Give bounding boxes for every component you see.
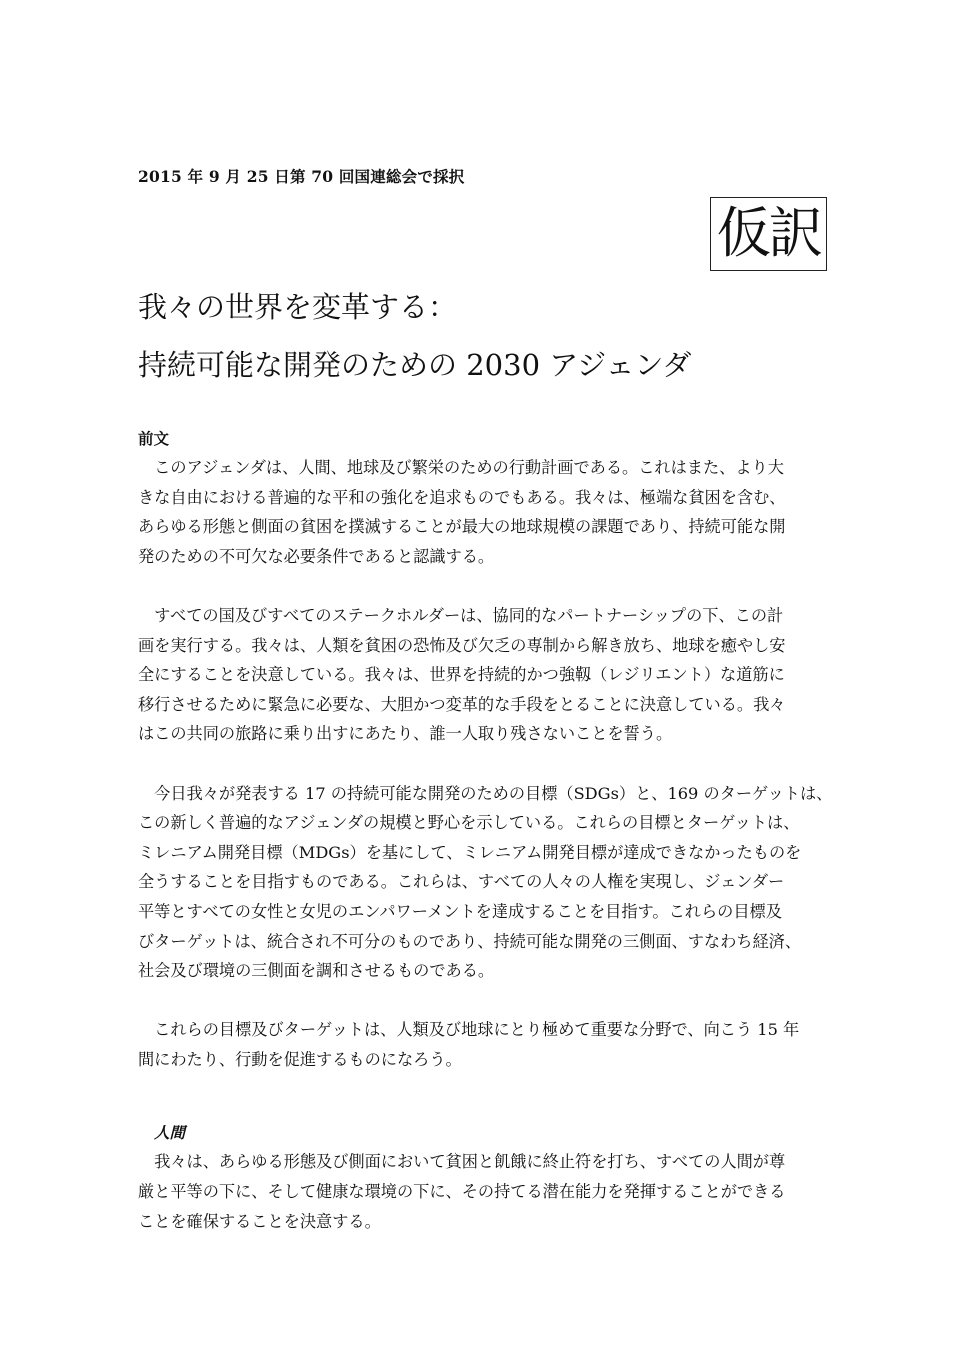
preamble-heading: 前文	[138, 429, 170, 448]
provisional-translation-stamp: 仮訳	[710, 197, 827, 271]
text-line: きな自由における普遍的な平和の強化を追求ものでもある。我々は、極端な貧困を含む、	[138, 487, 786, 507]
title-line-2: 持続可能な開発のための 2030 アジェンダ	[138, 348, 692, 382]
paragraph-2	[138, 601, 830, 749]
title-line-1: 我々の世界を変革する：	[138, 290, 458, 324]
text-line: これらの目標及びターゲットは、人類及び地球にとり極めて重要な分野で、向こう 15 年	[138, 1020, 800, 1040]
text-line: 移行させるために緊急に必要な、大胆かつ変革的な手段をとることに決意している。我々	[138, 694, 786, 714]
text-line: 今日我々が発表する 17 の持続可能な開発のための目標（SDGs）と、169 のターゲットは、	[138, 783, 833, 803]
text-line: この新しく普遍的なアジェンダの規模と野心を示している。これらの目標とターゲットは、	[138, 813, 800, 833]
text-line: このアジェンダは、人間、地球及び繁栄のための行動計画である。これはまた、より大	[138, 458, 784, 477]
text-line: 平等とすべての女性と女児のエンパワーメントを達成することを目指す。これらの目標及	[138, 901, 782, 921]
text-line: はこの共同の旅路に乗り出すにあたり、誰一人取り残さないことを誓う。	[138, 724, 673, 744]
text-line: 発のための不可欠な必要条件であると認識する。	[138, 546, 495, 566]
adoption-date-line: 2015 年 9 月 25 日第 70 回国連総会で採択	[138, 167, 465, 186]
people-heading: 人間	[154, 1123, 186, 1143]
paragraph-1	[138, 453, 830, 571]
paragraph-3	[138, 779, 833, 986]
text-line: ことを確保することを決意する。	[138, 1211, 381, 1231]
text-line: 全にすることを決意している。我々は、世界を持続的かつ強靱（レジリエント）な道筋に	[138, 665, 785, 685]
text-line: あらゆる形態と側面の貧困を撲滅することが最大の地球規模の課題であり、持続可能な開	[138, 517, 786, 537]
people-paragraph	[138, 1147, 830, 1236]
text-line: びターゲットは、統合され不可分のものであり、持続可能な開発の三側面、すなわち経済、	[138, 931, 802, 951]
text-line: 画を実行する。我々は、人類を貧困の恐怖及び欠乏の専制から解き放ち、地球を癒やし安	[138, 635, 786, 655]
paragraph-4	[138, 1015, 830, 1074]
text-line: すべての国及びすべてのステークホルダーは、協同的なパートナーシップの下、この計	[138, 605, 784, 625]
text-line: 間にわたり、行動を促進するものになろう。	[138, 1049, 462, 1069]
text-line: 我々は、あらゆる形態及び側面において貧困と飢餓に終止符を打ち、すべての人間が尊	[138, 1152, 786, 1172]
text-line: ミレニアム開発目標（MDGs）を基にして、ミレニアム開発目標が達成できなかったものを	[138, 842, 802, 862]
text-line: 社会及び環境の三側面を調和させるものである。	[138, 961, 495, 981]
document-body	[138, 424, 833, 1236]
text-line: 厳と平等の下に、そして健康な環境の下に、その持てる潜在能力を発揮することができる	[138, 1182, 786, 1202]
text-line: 全うすることを目指すものである。これらは、すべての人々の人権を実現し、ジェンダー	[138, 872, 785, 892]
